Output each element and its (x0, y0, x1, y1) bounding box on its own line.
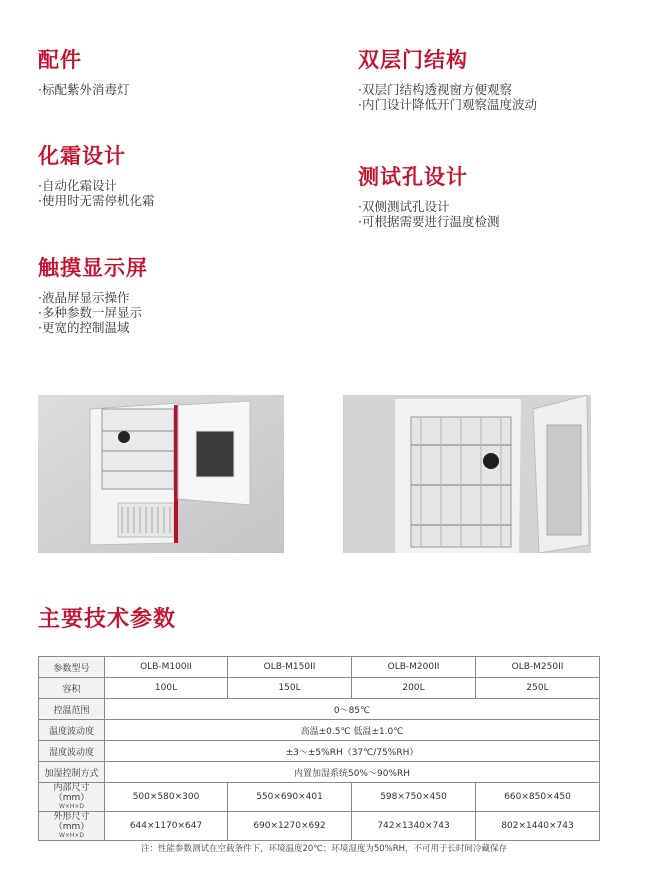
feature-accessories (38, 44, 130, 97)
product-photo-left (38, 395, 284, 553)
row-label: 容积 (39, 678, 105, 699)
row-label (39, 783, 105, 812)
spec-note: 注：性能参数测试在空载条件下，环境温度20℃；环境湿度为50%RH，不可用于长时间冷藏保存 (140, 844, 508, 854)
value-cell: 150L (228, 678, 352, 699)
feature-item: · 可根据需要进行温度检测 (358, 214, 500, 229)
incubator-interior-image (343, 395, 591, 553)
table-row (39, 741, 600, 762)
feature-test-hole (358, 161, 500, 229)
table-row (39, 762, 600, 783)
value-cell: 250L (476, 678, 600, 699)
row-label-main: 外形尺寸（mm） (53, 812, 90, 832)
table-row (39, 812, 600, 841)
feature-item: · 多种参数一屏显示 (38, 305, 148, 320)
row-label: 温度波动度 (39, 720, 105, 741)
feature-item: · 双层门结构透视窗方便观察 (358, 82, 537, 97)
value-cell: 802×1440×743 (476, 812, 600, 841)
row-label (39, 812, 105, 841)
feature-title: 化霜设计 (38, 144, 126, 168)
value-cell: 200L (352, 678, 476, 699)
row-label-main: 内部尺寸（mm） (53, 783, 90, 803)
table-row (39, 657, 600, 678)
value-cell: 690×1270×692 (228, 812, 352, 841)
row-label: 参数型号 (39, 657, 105, 678)
feature-item: · 标配紫外消毒灯 (38, 82, 130, 97)
value-cell: 742×1340×743 (352, 812, 476, 841)
value-cell: 高温±0.5℃ 低温±1.0℃ (105, 720, 600, 741)
feature-item: · 液晶屏显示操作 (38, 290, 148, 305)
value-cell: 500×580×300 (105, 783, 228, 812)
feature-list (358, 82, 537, 112)
feature-title: 测试孔设计 (358, 165, 468, 189)
value-cell: ±3～±5%RH（37℃/75%RH） (105, 741, 600, 762)
product-photo-right (343, 395, 591, 553)
feature-item: · 自动化霜设计 (38, 178, 155, 193)
table-row (39, 720, 600, 741)
feature-item: · 更宽的控制温域 (38, 320, 148, 335)
feature-touch-screen (38, 252, 148, 335)
feature-list (38, 82, 130, 97)
row-label-sub: W×H×D (58, 832, 85, 839)
row-label: 湿度波动度 (39, 741, 105, 762)
feature-list (38, 290, 148, 335)
value-cell: 100L (105, 678, 228, 699)
value-cell: 660×850×450 (476, 783, 600, 812)
feature-title: 触摸显示屏 (38, 256, 148, 280)
table-row (39, 783, 600, 812)
value-cell: 内置加湿系统50%～90%RH (105, 762, 600, 783)
specs-title: 主要技术参数 (38, 607, 177, 632)
spec-table (38, 656, 600, 841)
feature-defrost (38, 140, 155, 208)
feature-item: · 双侧测试孔设计 (358, 199, 500, 214)
feature-item: · 使用时无需停机化霜 (38, 193, 155, 208)
table-row (39, 699, 600, 720)
row-label-sub: W×H×D (58, 803, 85, 810)
model-cell: OLB-M150II (228, 657, 352, 678)
feature-title: 双层门结构 (358, 48, 468, 72)
feature-list (38, 178, 155, 208)
value-cell: 598×750×450 (352, 783, 476, 812)
value-cell: 644×1170×647 (105, 812, 228, 841)
value-cell: 550×690×401 (228, 783, 352, 812)
model-cell: OLB-M100II (105, 657, 228, 678)
row-label: 控温范围 (39, 699, 105, 720)
incubator-open-door-image (38, 395, 284, 553)
value-cell: 0～85℃ (105, 699, 600, 720)
model-cell: OLB-M200II (352, 657, 476, 678)
table-row (39, 678, 600, 699)
model-cell: OLB-M250II (476, 657, 600, 678)
row-label: 加湿控制方式 (39, 762, 105, 783)
feature-double-door (358, 44, 537, 112)
feature-list (358, 199, 500, 229)
feature-title: 配件 (38, 48, 82, 72)
feature-item: · 内门设计降低开门观察温度波动 (358, 97, 537, 112)
